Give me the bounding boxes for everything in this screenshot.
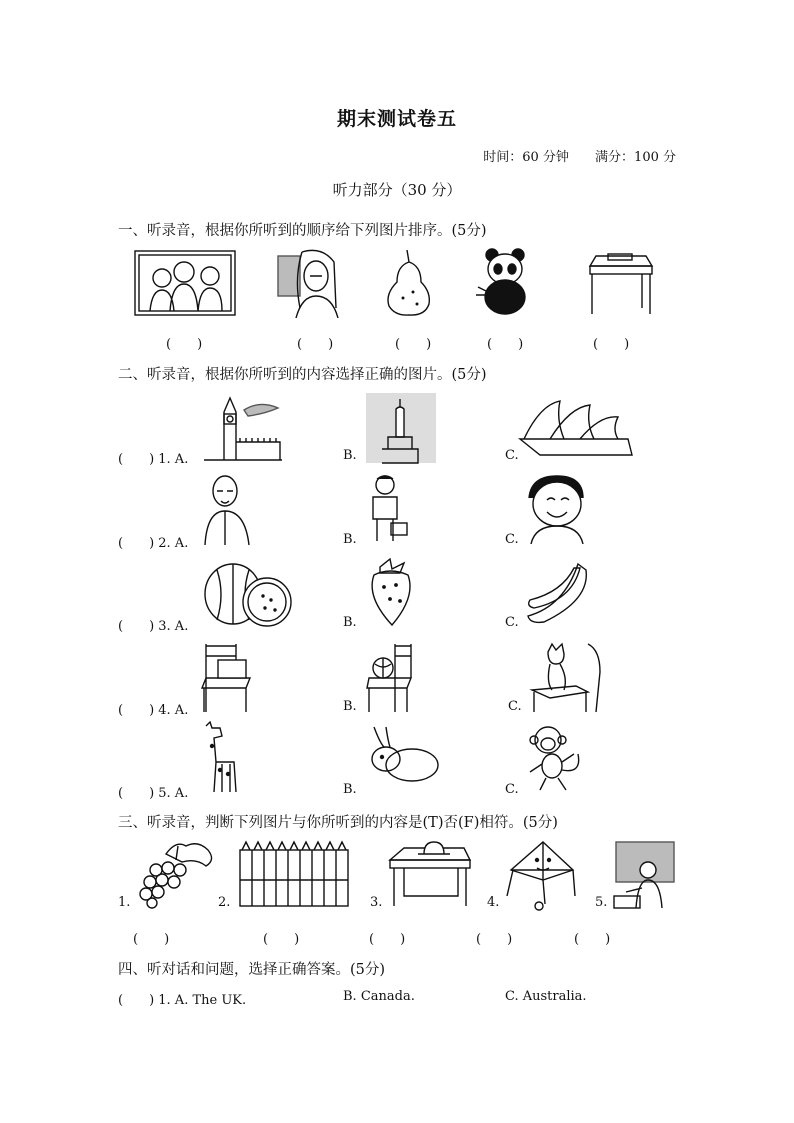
sec2-q2-label: ( ) 2. A. bbox=[118, 536, 189, 551]
sec2-q3-b-label: B. bbox=[343, 615, 357, 630]
sec2-q1-label: ( ) 1. A. bbox=[118, 452, 189, 467]
sec3-blank-4[interactable]: ( ) bbox=[476, 932, 513, 947]
section2-heading: 二、听录音，根据你所听到的内容选择正确的图片。(5分) bbox=[118, 367, 487, 383]
boy-with-bag-icon bbox=[365, 473, 410, 545]
sec2-q1-b-label: B. bbox=[343, 448, 357, 463]
sec2-q5-c-label: C. bbox=[505, 782, 519, 797]
sec3-blank-1[interactable]: ( ) bbox=[133, 932, 170, 947]
family-photo-icon bbox=[134, 250, 236, 316]
rabbit-icon bbox=[364, 725, 444, 785]
strawberry-icon bbox=[366, 557, 416, 627]
sec2-q3-c-label: C. bbox=[505, 615, 519, 630]
sec2-q2-b-label: B. bbox=[343, 532, 357, 547]
panda-icon bbox=[474, 247, 536, 317]
desk-with-book-icon bbox=[586, 250, 656, 316]
sec2-q5-b-label: B. bbox=[343, 782, 357, 797]
sec3-num-2: 2. bbox=[218, 895, 231, 910]
sec1-blank-2[interactable]: ( ) bbox=[297, 337, 334, 352]
cat-on-chair-icon bbox=[528, 642, 604, 714]
sec1-blank-5[interactable]: ( ) bbox=[593, 337, 630, 352]
giraffe-icon bbox=[200, 722, 242, 794]
sydney-opera-house-icon bbox=[520, 395, 632, 459]
exam-meta bbox=[461, 146, 676, 165]
hat-on-desk-icon bbox=[388, 840, 472, 908]
watermelon-icon bbox=[203, 560, 295, 628]
sec3-num-4: 4. bbox=[487, 895, 500, 910]
sec3-blank-2[interactable]: ( ) bbox=[263, 932, 300, 947]
sec3-num-3: 3. bbox=[370, 895, 383, 910]
woman-at-window-icon bbox=[272, 248, 342, 318]
time-limit: 时间：60 分钟 bbox=[483, 150, 569, 165]
full-score: 满分：100 分 bbox=[595, 150, 676, 165]
sec4-q1-option-c: C. Australia. bbox=[505, 989, 587, 1004]
listening-part-title: 听力部分（30 分） bbox=[332, 181, 462, 199]
sec3-blank-5[interactable]: ( ) bbox=[574, 932, 611, 947]
sec1-blank-3[interactable]: ( ) bbox=[395, 337, 432, 352]
ball-on-chair-icon bbox=[365, 642, 417, 714]
bag-on-chair-icon bbox=[200, 642, 254, 714]
sec1-blank-4[interactable]: ( ) bbox=[487, 337, 524, 352]
pear-icon bbox=[383, 248, 433, 316]
sec3-num-1: 1. bbox=[118, 895, 131, 910]
sec4-q1-option-b: B. Canada. bbox=[343, 989, 415, 1004]
kite-icon bbox=[503, 840, 579, 912]
sec2-q4-c-label: C. bbox=[508, 699, 522, 714]
sec2-q1-c-label: C. bbox=[505, 448, 519, 463]
section3-heading: 三、听录音，判断下列图片与你所听到的内容是(T)否(F)相符。(5分) bbox=[118, 815, 558, 831]
page-title: 期末测试卷五 bbox=[336, 108, 457, 130]
sec2-q4-label: ( ) 4. A. bbox=[118, 703, 189, 718]
sec2-q4-b-label: B. bbox=[343, 699, 357, 714]
big-ben-icon bbox=[204, 394, 282, 462]
crayons-icon bbox=[236, 840, 352, 908]
sec2-q2-c-label: C. bbox=[505, 532, 519, 547]
grapes-icon bbox=[136, 840, 220, 908]
statue-of-liberty-icon bbox=[366, 393, 436, 463]
section1-heading: 一、听录音，根据你所听到的顺序给下列图片排序。(5分) bbox=[118, 223, 487, 239]
sec2-q3-label: ( ) 3. A. bbox=[118, 619, 189, 634]
old-man-icon bbox=[203, 473, 253, 545]
sec1-blank-1[interactable]: ( ) bbox=[166, 337, 203, 352]
bananas-icon bbox=[524, 560, 596, 626]
sec3-blank-3[interactable]: ( ) bbox=[369, 932, 406, 947]
sec2-q5-label: ( ) 5. A. bbox=[118, 786, 189, 801]
sec3-num-5: 5. bbox=[595, 895, 608, 910]
sec4-q1-label: ( ) 1. A. The UK. bbox=[118, 993, 247, 1008]
smiling-boy-icon bbox=[521, 474, 593, 544]
section4-heading: 四、听对话和问题，选择正确答案。(5分) bbox=[118, 962, 386, 978]
monkey-icon bbox=[526, 724, 586, 794]
teacher-at-board-icon bbox=[612, 840, 680, 910]
